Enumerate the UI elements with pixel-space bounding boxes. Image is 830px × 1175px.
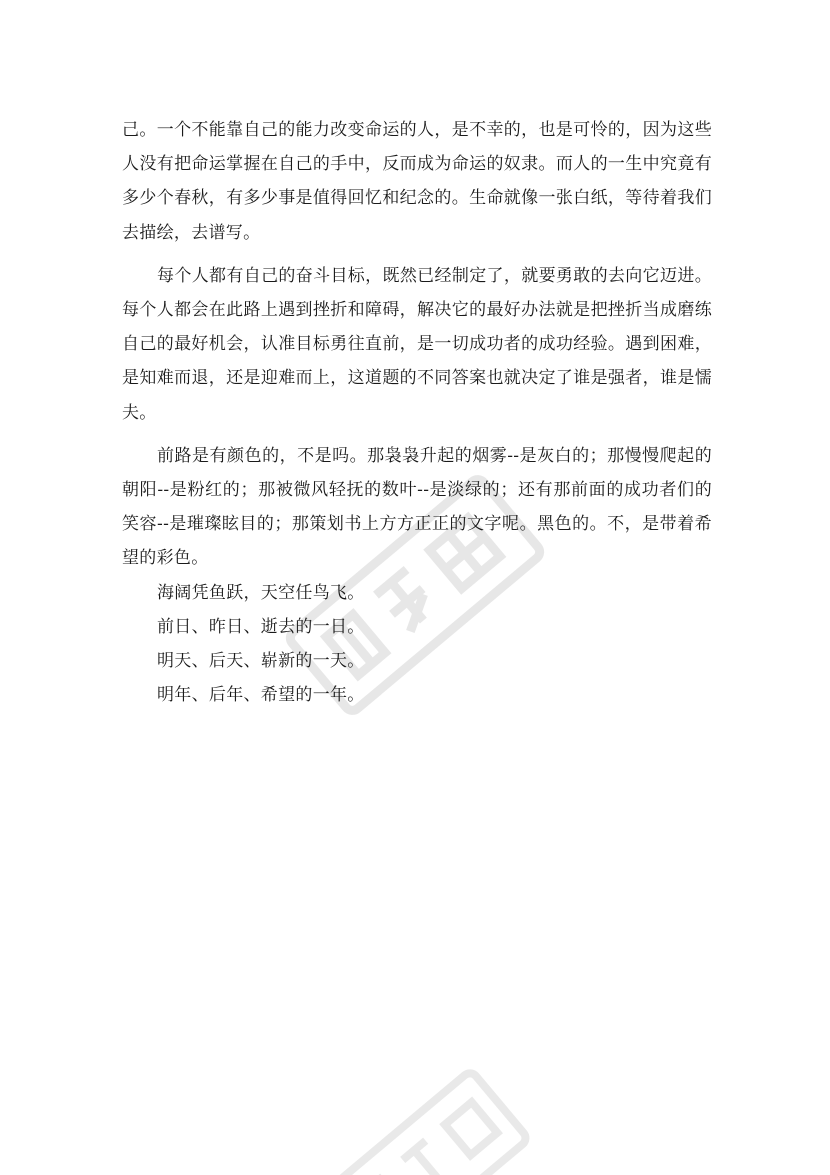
- paragraph-2: 每个人都有自己的奋斗目标，既然已经制定了，就要勇敢的去向它迈进。每个人都会在此路上遇到挫折和障碍，解决它的最好办法就是把挫折当成磨练自己的最好机会，认准目标勇往直前，是一切成功者的成功经验。遇到困难，是知难而退，还是迎难而上，这道题的不同答案也就决定了谁是强者，谁是懦夫。: [122, 265, 712, 423]
- document-body: [122, 113, 712, 712]
- line-3: 明天、后天、崭新的一天。: [157, 651, 365, 672]
- paragraph-1: 己。一个不能靠自己的能力改变命运的人，是不幸的，也是可怜的，因为这些人没有把命运掌握在自己的手中，反而成为命运的奴隶。而人的一生中究竟有多少个春秋，有多少事是值得回忆和纪念的。生命就像一张白纸，等待着我们去描绘，去谱写。: [122, 120, 712, 243]
- line-2: 前日、昨日、逝去的一日。: [157, 616, 365, 637]
- watermark-seal-bottom: [300, 1055, 540, 1175]
- paragraph-3: 前路是有颜色的，不是吗。那袅袅升起的烟雾--是灰白的；那慢慢爬起的朝阳--是粉红的；那被微风轻抚的数叶--是淡绿的；还有那前面的成功者们的笑容--是璀璨眩目的；那策划书上方方正正的文字呢。黑色的。不，是带着希望的彩色。: [122, 445, 712, 569]
- line-1: 海阔凭鱼跃，天空任鸟飞。: [157, 582, 365, 603]
- line-4: 明年、后年、希望的一年。: [157, 685, 365, 706]
